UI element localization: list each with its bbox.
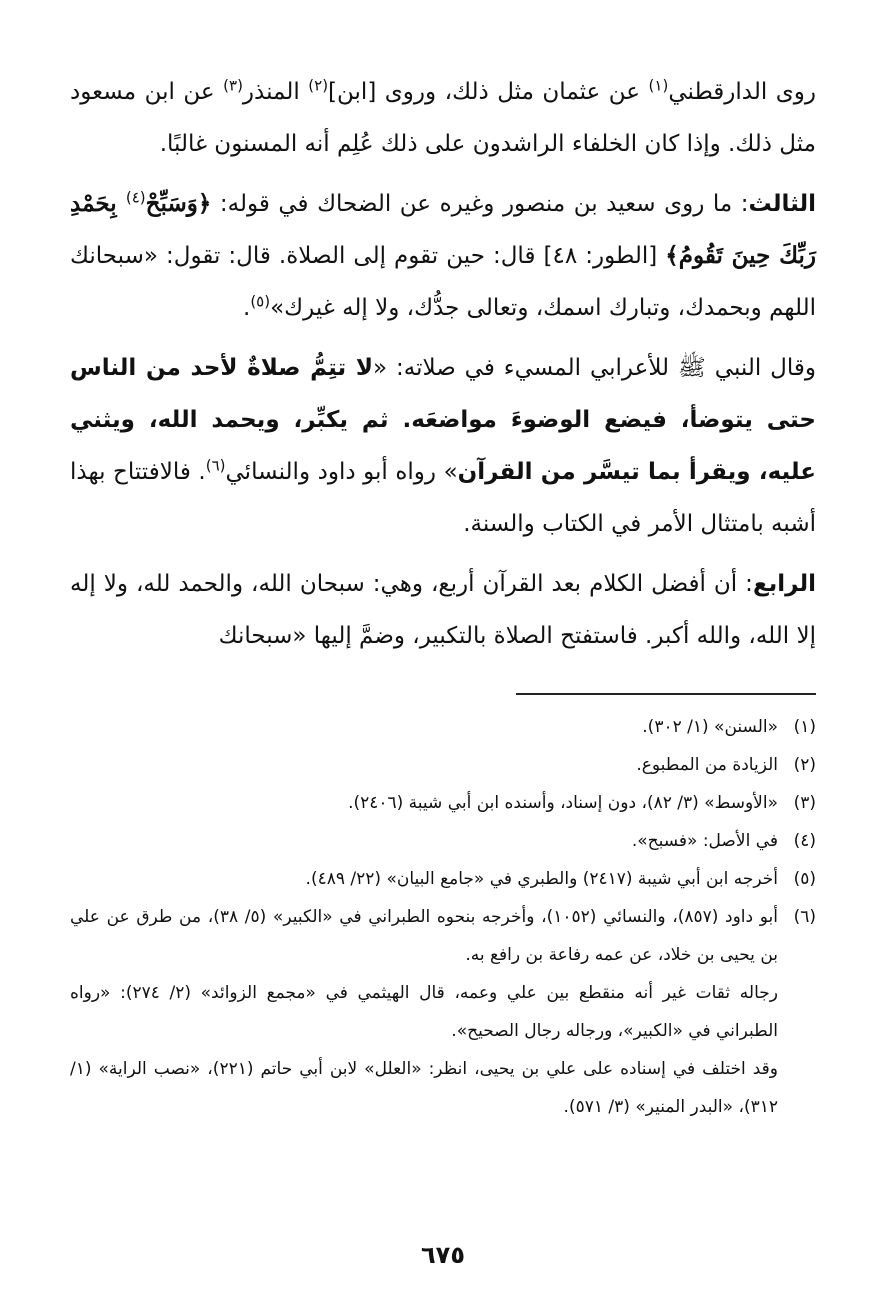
text: عن ابن مسعود مثل ذلك. وإذا كان الخلفاء الراشدون على ذلك عُلِم أنه المسنون غالبًا. (70, 79, 816, 157)
footnote-5 (70, 860, 816, 898)
footnote-text: «الأوسط» (٣/ ٨٢)، دون إسناد، وأسنده ابن أبي شيبة (٢٤٠٦). (348, 793, 778, 813)
footnote-number: (٥) (793, 869, 816, 889)
section-term-fourth: الرابع (752, 571, 816, 597)
footnote-body (70, 746, 778, 784)
footnote-body (70, 860, 778, 898)
page (70, 66, 816, 1290)
footnote-body (70, 784, 778, 822)
footnote-text: أبو داود (٨٥٧)، والنسائي (١٠٥٢)، وأخرجه بنحوه الطبراني في «الكبير» (٥/ ٣٨)، من طرق عن علي بن يحيى بن خلاد، عن عمه رفاعة بن رافع به. (70, 907, 778, 965)
paragraph-3 (70, 342, 816, 550)
footnote-6 (70, 898, 816, 1126)
footnote-2 (70, 746, 816, 784)
footnote-text: رجاله ثقات غير أنه منقطع بين علي وعمه، قال الهيثمي في «مجمع الزوائد» (٢/ ٢٧٤): «رواه الطبراني في «الكبير»، ورجاله رجال الصحيح». (70, 983, 778, 1041)
footnote-1 (70, 708, 816, 746)
footnote-text: في الأصل: «فسبح». (631, 831, 778, 851)
footnote-number: (٢) (793, 755, 816, 775)
quran-verse: ﴿وَسَبِّحْ (145, 190, 212, 217)
text: روى الدارقطني (668, 79, 817, 105)
footnote-text: وقد اختلف في إسناده على علي بن يحيى، انظر: «العلل» لابن أبي حاتم (٢٢١)، «نصب الراية» (١/ ٣١٢)، «البدر المنير» (٣/ ٥٧١). (70, 1059, 778, 1117)
footnote-ref-1[interactable]: (١) (648, 76, 669, 95)
footnote-text: الزيادة من المطبوع. (636, 755, 778, 775)
footnote-ref-3[interactable]: (٣) (223, 76, 243, 95)
paragraph-1 (70, 66, 816, 170)
footnote-ref-6[interactable]: (٦) (205, 456, 226, 475)
footnotes (70, 708, 816, 1126)
section-term-third: الثالث (748, 191, 817, 217)
footnote-ref-2[interactable]: (٢) (308, 76, 329, 95)
footnote-divider (516, 693, 816, 695)
footnote-ref-4[interactable]: (٤) (125, 188, 146, 207)
text: عن عثمان مثل ذلك، وروى [ابن] (328, 79, 649, 105)
paragraph-2 (70, 178, 816, 334)
text: » رواه أبو داود والنسائي (225, 459, 458, 485)
footnote-4 (70, 822, 816, 860)
footnote-ref-5[interactable]: (٥) (250, 292, 271, 311)
text: . (243, 295, 251, 321)
page-number: ٦٧٥ (421, 1241, 465, 1269)
text: . فالافتتاح بهذا أشبه بامتثال الأمر في الكتاب والسنة. (70, 459, 816, 537)
quran-verse-cont: بِحَمْدِ رَبِّكَ حِينَ تَقُومُ﴾ (70, 190, 816, 269)
footnote-body (70, 898, 778, 1126)
footnote-number: (١) (793, 717, 816, 737)
text: وقال النبي ﷺ للأعرابي المسيء في صلاته: « (372, 355, 817, 381)
footnote-number: (٦) (793, 907, 816, 927)
footnote-body (70, 822, 778, 860)
footnote-number: (٤) (793, 831, 816, 851)
hadith-text: لا تتِمُّ صلاةٌ لأحد من الناس حتى يتوضأ، فيضع الوضوءَ مواضعَه. ثم يكبِّر، ويحمد الله، ويثني عليه، ويقرأ بما تيسَّر من القرآن (70, 355, 817, 485)
text: [الطور: ٤٨] قال: حين تقوم إلى الصلاة. قال: تقول: «سبحانك اللهم وبحمدك، وتبارك اسمك، وتعالى جدُّك، ولا إله غيرك» (70, 243, 816, 321)
footnote-body (70, 708, 778, 746)
text: : ما روى سعيد بن منصور وغيره عن الضحاك في قوله: (211, 191, 749, 217)
text: المنذر (242, 79, 309, 105)
paragraph-4 (70, 558, 816, 662)
footnote-text: «السنن» (١/ ٣٠٢). (642, 717, 778, 737)
footnote-text: أخرجه ابن أبي شيبة (٢٤١٧) والطبري في «جامع البيان» (٢٢/ ٤٨٩). (305, 869, 778, 889)
footnote-3 (70, 784, 816, 822)
text: : أن أفضل الكلام بعد القرآن أربع، وهي: سبحان الله، والحمد لله، ولا إله إلا الله، والله أكبر. فاستفتح الصلاة بالتكبير، وضمَّ إليها «سبحانك (70, 571, 816, 649)
footnote-number: (٣) (793, 793, 816, 813)
